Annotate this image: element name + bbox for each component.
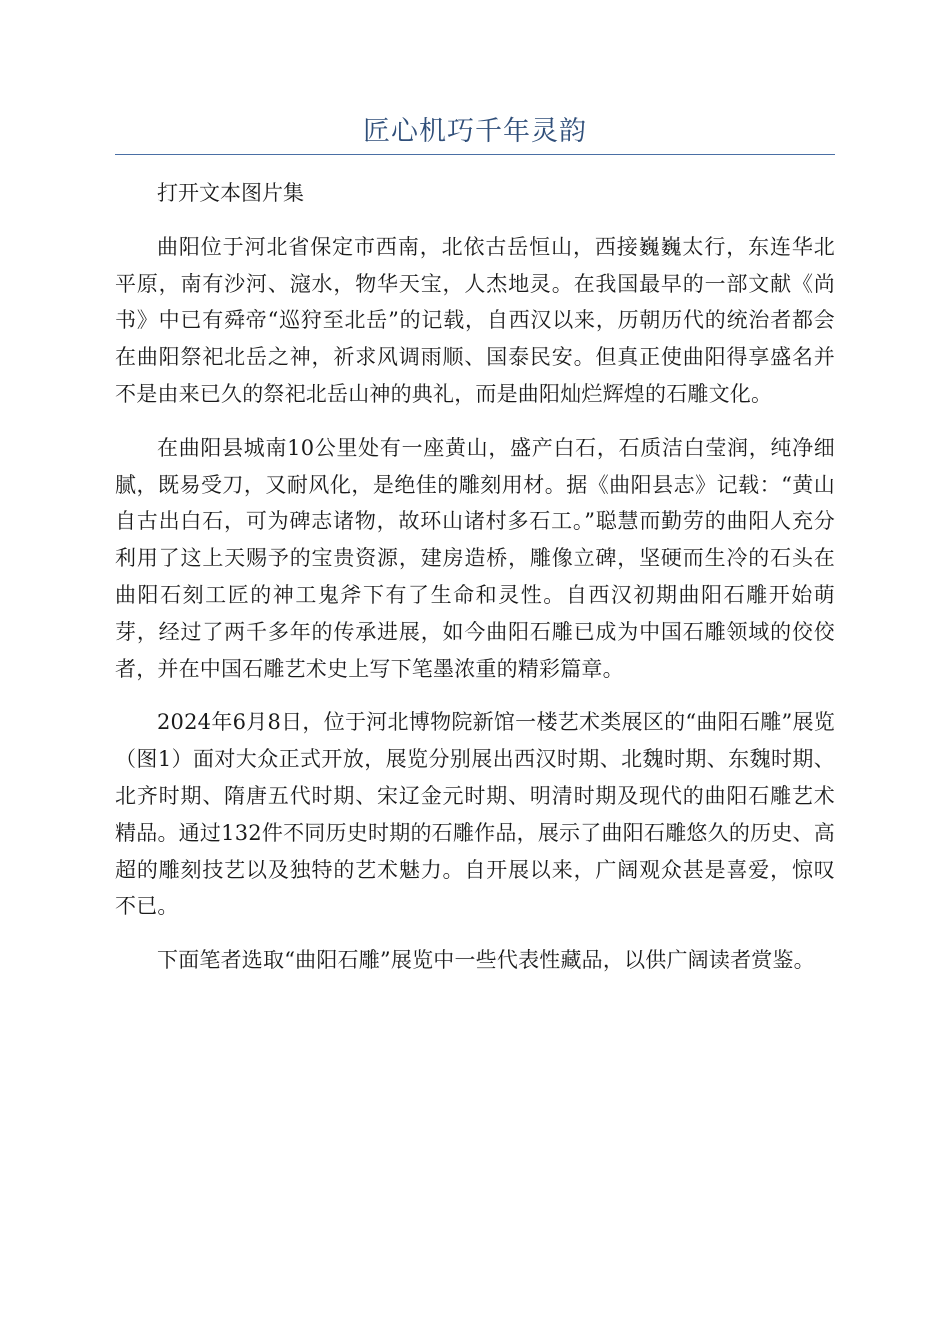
paragraph-2: 在曲阳县城南10公里处有一座黄山，盛产白石，石质洁白莹润，纯净细腻，既易受刀，又耐风化，是绝佳的雕刻用材。据《曲阳县志》记载：“黄山自古出白石，可为碑志诸物，故环山诸村多石工。”聪慧而勤劳的曲阳人充分利用了这上天赐予的宝贵资源，建房造桥，雕像立碑，坚硬而生冷的石头在曲阳石刻工匠的神工鬼斧下有了生命和灵性。自西汉初期曲阳石雕开始萌芽，经过了两千多年的传承进展，如今曲阳石雕已成为中国石雕领域的佼佼者，并在中国石雕艺术史上写下笔墨浓重的精彩篇章。: [115, 435, 835, 681]
paragraph-3: 2024年6月8日，位于河北博物院新馆一楼艺术类展区的“曲阳石雕”展览（图1）面对大众正式开放，展览分别展出西汉时期、北魏时期、东魏时期、北齐时期、隋唐五代时期、宋辽金元时期、明清时期及现代的曲阳石雕艺术精品。通过132件不同历史时期的石雕作品，展示了曲阳石雕悠久的历史、高超的雕刻技艺以及独特的艺术魅力。自开展以来，广阔观众甚是喜爱，惊叹不已。: [115, 710, 835, 919]
title-divider: [115, 154, 835, 155]
open-gallery-link[interactable]: 打开文本图片集: [157, 181, 304, 205]
paragraph-1: 曲阳位于河北省保定市西南，北依古岳恒山，西接巍巍太行，东连华北平原，南有沙河、滱水，物华天宝，人杰地灵。在我国最早的一部文献《尚书》中已有舜帝“巡狩至北岳”的记载，自西汉以来，历朝历代的统治者都会在曲阳祭祀北岳之神，祈求风调雨顺、国泰民安。但真正使曲阳得享盛名并不是由来已久的祭祀北岳山神的典礼，而是曲阳灿烂辉煌的石雕文化。: [115, 234, 835, 406]
paragraph-4: 下面笔者选取“曲阳石雕”展览中一些代表性藏品，以供广阔读者赏鉴。: [157, 948, 815, 973]
article-title: 匠心机巧千年灵韵: [363, 116, 587, 147]
document-page: [115, 110, 835, 979]
